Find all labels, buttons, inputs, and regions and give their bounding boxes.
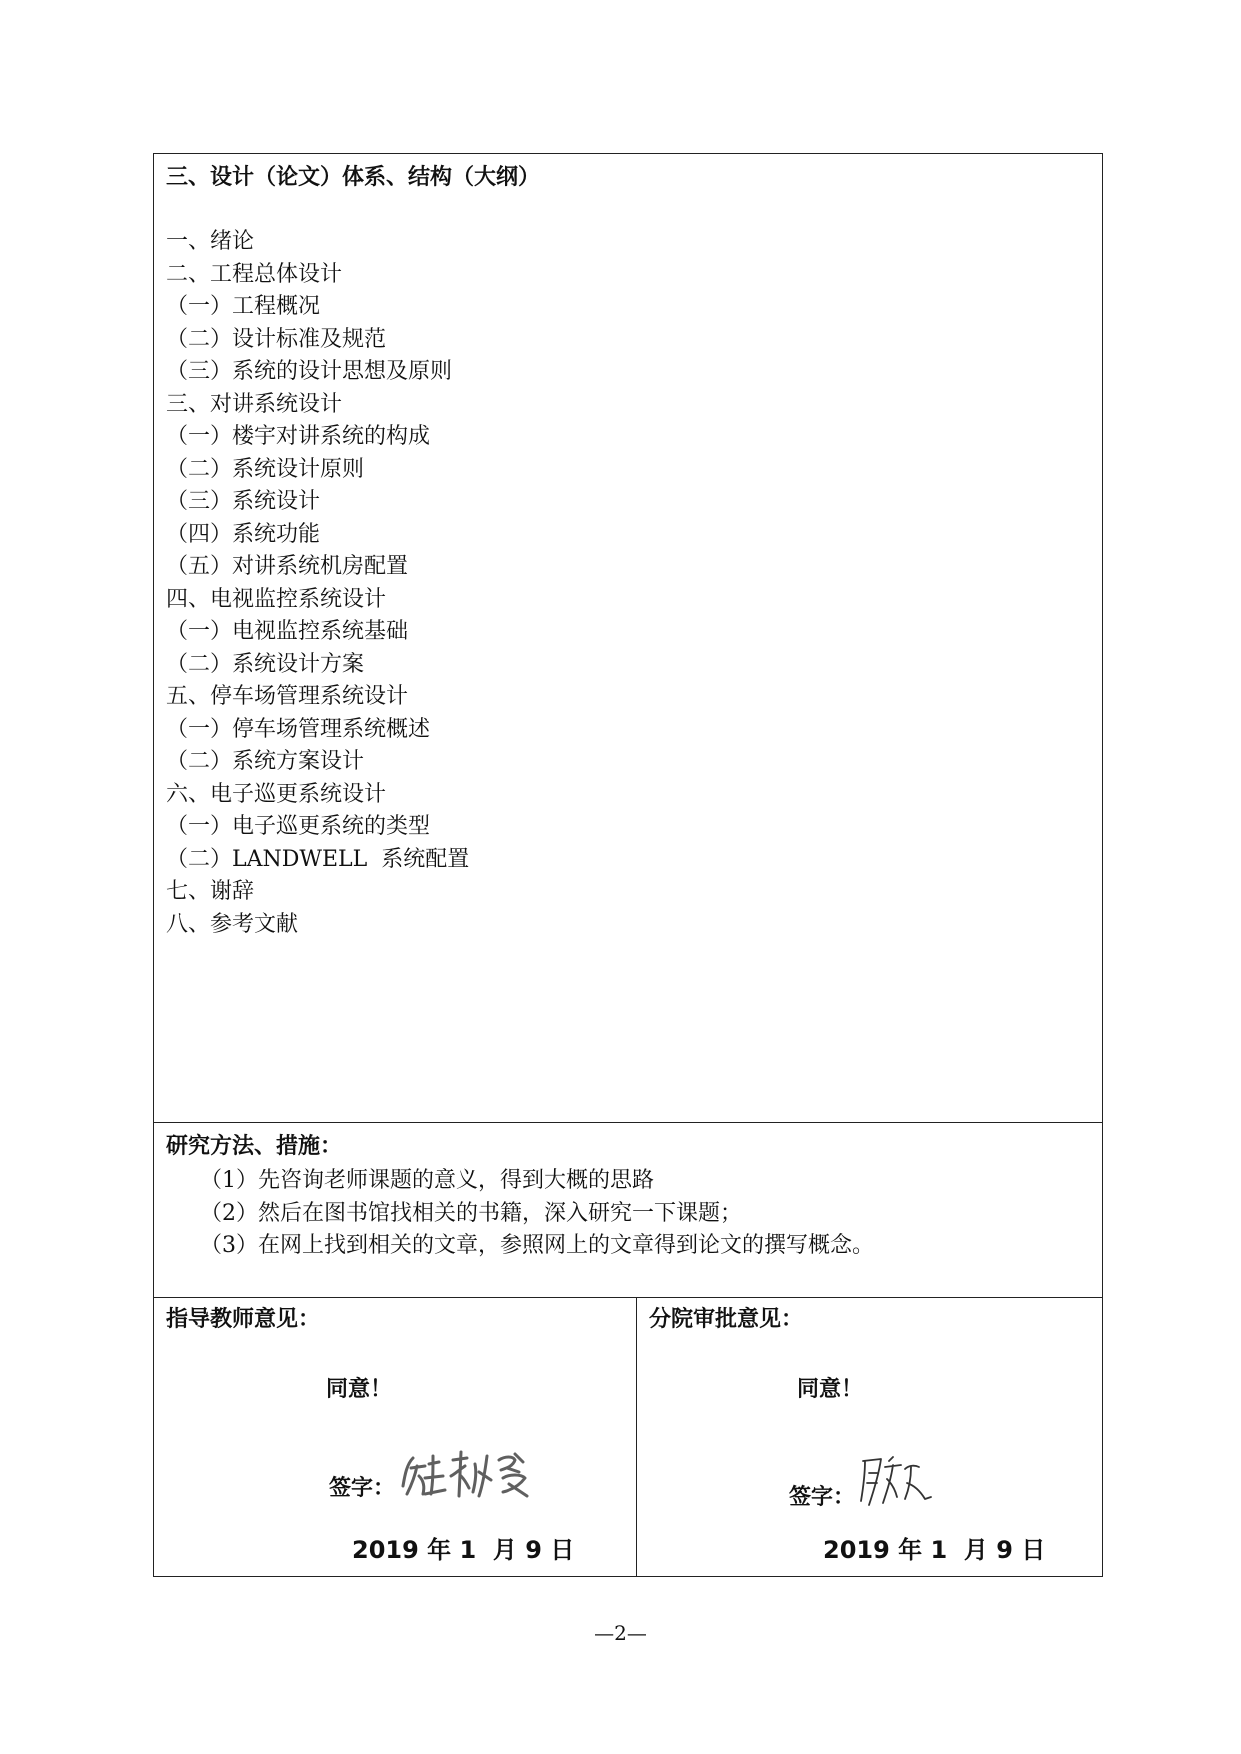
list-item: 六、电子巡更系统设计 <box>166 781 387 807</box>
form-table <box>153 153 1103 1577</box>
list-item: （二）设计标准及规范 <box>166 326 387 352</box>
opinions-row <box>154 1298 1102 1576</box>
list-item: （二）系统方案设计 <box>166 749 365 774</box>
advisor-date: 2019 年 1 月 9 日 <box>352 1536 575 1564</box>
advisor-opinion-cell <box>154 1298 637 1576</box>
dept-signature-icon <box>855 1453 935 1511</box>
dept-date: 2019 年 1 月 9 日 <box>823 1536 1046 1564</box>
advisor-signature-icon <box>395 1446 545 1502</box>
dept-sign-label: 签字： <box>789 1485 856 1510</box>
list-item: （一）工程概况 <box>166 294 321 319</box>
list-item: （三）系统设计 <box>166 489 321 514</box>
list-item: （1）先咨询老师课题的意义，得到大概的思路 <box>200 1168 654 1193</box>
list-item: （二）系统设计原则 <box>166 456 365 482</box>
list-item: （一）电视监控系统基础 <box>166 619 409 644</box>
list-item: 一、绪论 <box>166 229 255 254</box>
advisor-signature-row <box>329 1446 545 1502</box>
dept-signature-row <box>789 1453 935 1511</box>
dept-heading: 分院审批意见： <box>649 1307 804 1332</box>
list-item: （2）然后在图书馆找相关的书籍，深入研究一下课题； <box>200 1200 742 1226</box>
list-item: （3）在网上找到相关的文章，参照网上的文章得到论文的撰写概念。 <box>200 1233 874 1258</box>
list-item: （二）系统设计方案 <box>166 651 365 677</box>
methods-section <box>154 1123 1102 1298</box>
list-item: 八、参考文献 <box>166 911 299 937</box>
list-item: 二、工程总体设计 <box>166 261 343 287</box>
list-item: （四）系统功能 <box>166 521 321 547</box>
advisor-heading: 指导教师意见： <box>166 1307 321 1332</box>
list-item: 七、谢辞 <box>166 879 255 904</box>
advisor-sign-label: 签字： <box>329 1476 396 1501</box>
proposal-form <box>153 153 1103 1577</box>
methods-list <box>166 1165 1102 1263</box>
list-item: 三、对讲系统设计 <box>166 391 343 417</box>
list-item: 五、停车场管理系统设计 <box>166 684 409 709</box>
list-item: 四、电视监控系统设计 <box>166 586 387 612</box>
methods-heading: 研究方法、措施： <box>166 1134 343 1159</box>
list-item: （五）对讲系统机房配置 <box>166 554 409 579</box>
advisor-opinion: 同意！ <box>326 1377 393 1402</box>
list-item: （一）电子巡更系统的类型 <box>166 814 431 839</box>
outline-list <box>166 226 1102 941</box>
structure-section <box>154 154 1102 1123</box>
list-item: （一）停车场管理系统概述 <box>166 716 431 742</box>
dept-opinion: 同意！ <box>797 1377 864 1402</box>
page-number: —2— <box>594 1621 647 1645</box>
dept-approval-cell <box>637 1298 1102 1576</box>
list-item: （一）楼宇对讲系统的构成 <box>166 424 431 449</box>
list-item: （二）LANDWELL 系统配置 <box>166 846 470 872</box>
list-item: （三）系统的设计思想及原则 <box>166 359 453 384</box>
structure-heading: 三、设计（论文）体系、结构（大纲） <box>166 165 541 190</box>
